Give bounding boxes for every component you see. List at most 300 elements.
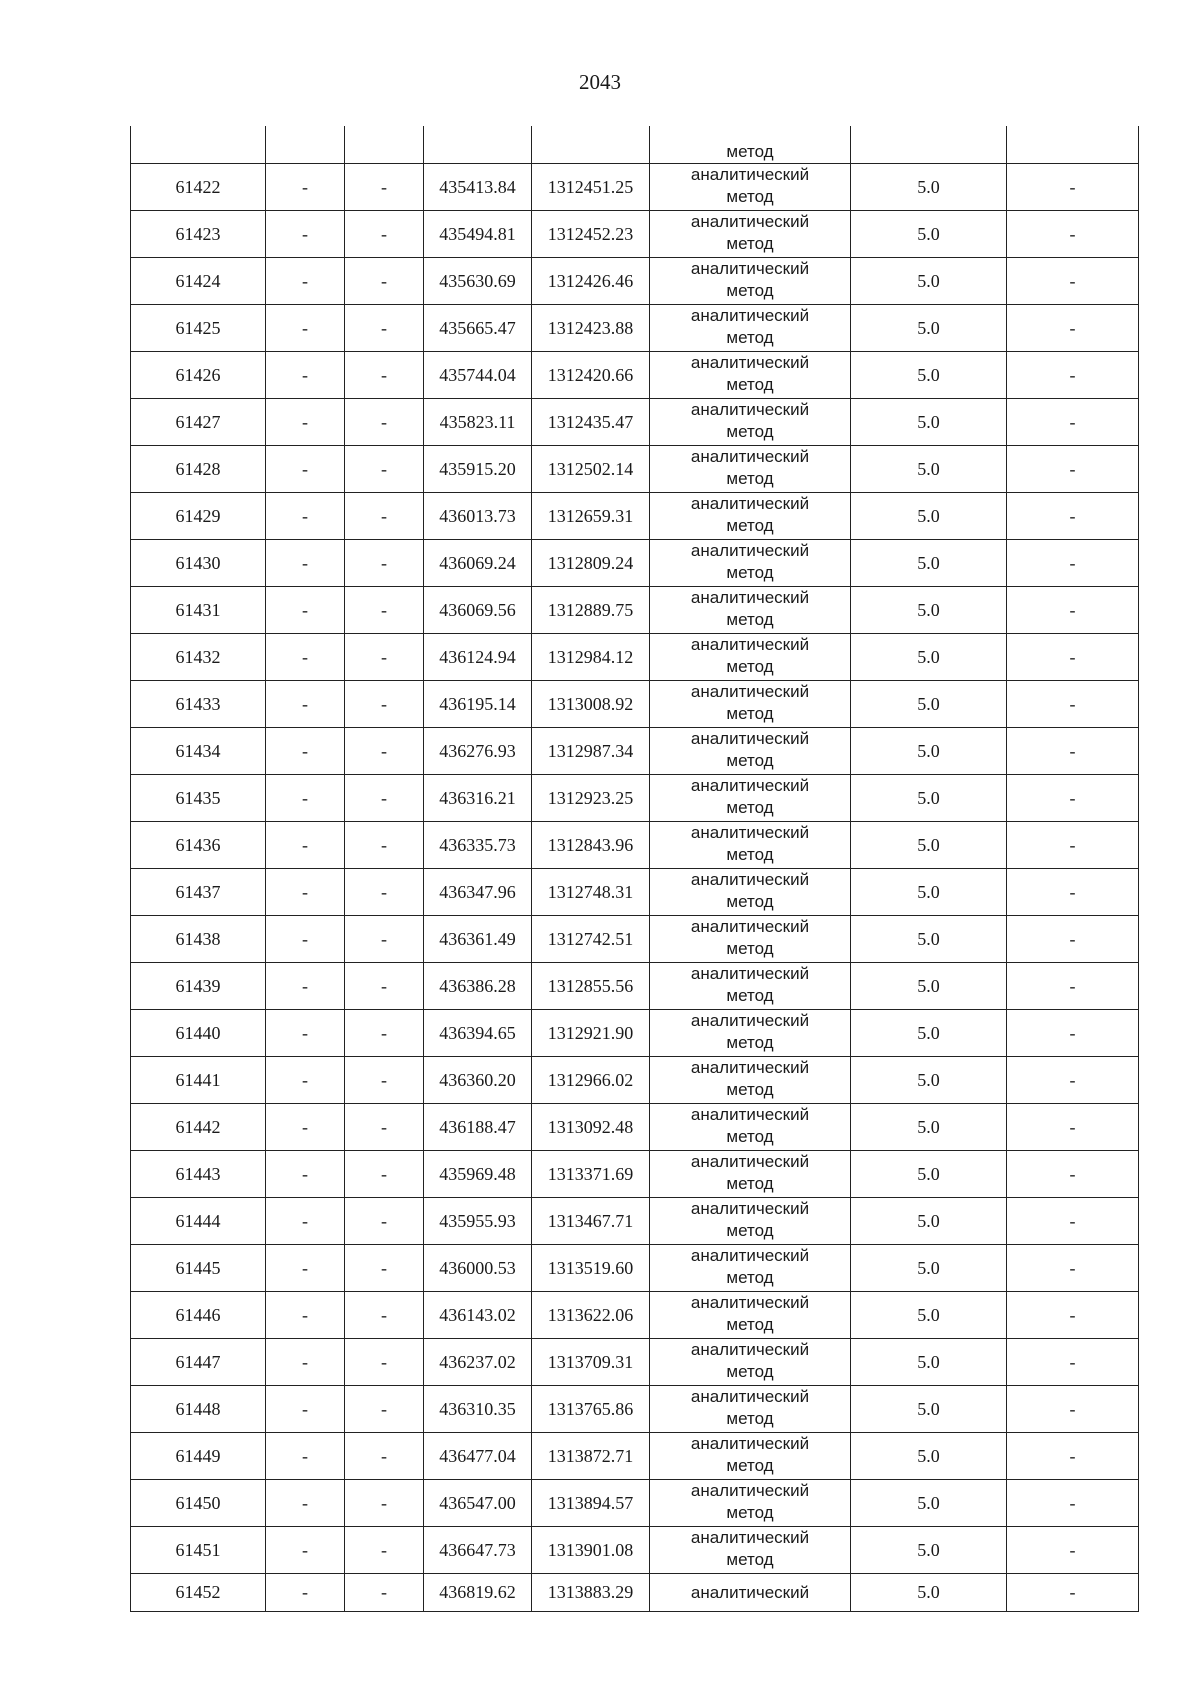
- cell-accuracy: 5.0: [851, 728, 1007, 775]
- cell-x: 436124.94: [424, 634, 532, 681]
- method-line: аналитический: [690, 1481, 810, 1500]
- method-line: метод: [726, 751, 774, 770]
- cell-c8: -: [1007, 399, 1139, 446]
- method-line: метод: [726, 1550, 774, 1569]
- method-line: метод: [726, 563, 774, 582]
- method-line: метод: [726, 281, 774, 300]
- cell-method: [650, 681, 851, 728]
- cell-c2: -: [266, 728, 345, 775]
- cell-method: [650, 1527, 851, 1574]
- cell-c2: -: [266, 775, 345, 822]
- cell-x: 435915.20: [424, 446, 532, 493]
- table-row: [131, 1527, 1139, 1574]
- cell-accuracy: 5.0: [851, 587, 1007, 634]
- table-row: [131, 728, 1139, 775]
- cell-accuracy: 5.0: [851, 1198, 1007, 1245]
- table-row: [131, 1480, 1139, 1527]
- cell-c3: -: [345, 258, 424, 305]
- table-row: [131, 869, 1139, 916]
- cell-c2: -: [266, 1057, 345, 1104]
- method-text: [691, 1339, 809, 1383]
- table-row: [131, 1339, 1139, 1386]
- cell-c8: -: [1007, 352, 1139, 399]
- method-line: аналитический: [690, 306, 810, 325]
- cell-c8: -: [1007, 1010, 1139, 1057]
- method-text: [691, 258, 809, 302]
- method-line: аналитический: [690, 1152, 810, 1171]
- cell-c8: [1007, 126, 1139, 164]
- cell-c3: -: [345, 1010, 424, 1057]
- method-line: метод: [726, 469, 774, 488]
- cell-c8: -: [1007, 775, 1139, 822]
- cell-id: 61429: [131, 493, 266, 540]
- cell-c8: -: [1007, 1057, 1139, 1104]
- cell-method: [650, 1292, 851, 1339]
- cell-accuracy: 5.0: [851, 446, 1007, 493]
- cell-method: [650, 587, 851, 634]
- cell-y: 1312987.34: [532, 728, 650, 775]
- cell-accuracy: 5.0: [851, 681, 1007, 728]
- table-row: [131, 775, 1139, 822]
- cell-c2: -: [266, 1386, 345, 1433]
- cell-c3: -: [345, 446, 424, 493]
- cell-id: 61443: [131, 1151, 266, 1198]
- cell-c3: -: [345, 540, 424, 587]
- method-text: [691, 352, 809, 396]
- method-line: аналитический: [690, 1199, 810, 1218]
- method-text: [691, 211, 809, 255]
- cell-y: 1313622.06: [532, 1292, 650, 1339]
- method-line: метод: [726, 1456, 774, 1475]
- method-line: аналитический: [690, 541, 810, 560]
- cell-accuracy: 5.0: [851, 258, 1007, 305]
- cell-accuracy: 5.0: [851, 164, 1007, 211]
- cell-x: 435823.11: [424, 399, 532, 446]
- cell-accuracy: 5.0: [851, 869, 1007, 916]
- cell-c3: -: [345, 822, 424, 869]
- method-line: аналитический: [690, 353, 810, 372]
- cell-c2: [266, 126, 345, 164]
- method-line: аналитический: [690, 165, 810, 184]
- cell-c8: -: [1007, 446, 1139, 493]
- method-line: аналитический: [690, 1293, 810, 1312]
- cell-c2: -: [266, 1433, 345, 1480]
- cell-x: 436386.28: [424, 963, 532, 1010]
- method-line: аналитический: [690, 1340, 810, 1359]
- cell-c2: -: [266, 869, 345, 916]
- cell-method: [650, 1245, 851, 1292]
- cell-c3: -: [345, 211, 424, 258]
- table-row: [131, 916, 1139, 963]
- method-line: метод: [726, 1268, 774, 1287]
- cell-accuracy: 5.0: [851, 1245, 1007, 1292]
- cell-c8: -: [1007, 211, 1139, 258]
- cell-c8: -: [1007, 1339, 1139, 1386]
- cell-id: 61451: [131, 1527, 266, 1574]
- method-text: [691, 1104, 809, 1148]
- method-line: метод: [726, 704, 774, 723]
- cell-y: 1312742.51: [532, 916, 650, 963]
- cell-y: 1312423.88: [532, 305, 650, 352]
- table-row: [131, 1010, 1139, 1057]
- table-row-continued: [131, 126, 1139, 164]
- method-line: аналитический: [690, 588, 810, 607]
- cell-x: 435630.69: [424, 258, 532, 305]
- cell-c8: -: [1007, 1386, 1139, 1433]
- cell-c3: -: [345, 681, 424, 728]
- method-line: метод: [726, 375, 774, 394]
- table-row: [131, 587, 1139, 634]
- table-row: [131, 493, 1139, 540]
- method-line: метод: [726, 798, 774, 817]
- cell-accuracy: 5.0: [851, 399, 1007, 446]
- cell-c8: -: [1007, 869, 1139, 916]
- cell-accuracy: 5.0: [851, 822, 1007, 869]
- method-line: метод: [726, 1033, 774, 1052]
- table-row: [131, 1151, 1139, 1198]
- cell-method: [650, 1151, 851, 1198]
- coordinates-table: [130, 126, 1139, 1612]
- cell-c2: -: [266, 681, 345, 728]
- page-number: 2043: [579, 70, 621, 94]
- cell-c8: -: [1007, 1527, 1139, 1574]
- cell-x: 435744.04: [424, 352, 532, 399]
- cell-accuracy: 5.0: [851, 305, 1007, 352]
- cell-c2: -: [266, 1151, 345, 1198]
- method-line: метод: [726, 187, 774, 206]
- cell-id: 61427: [131, 399, 266, 446]
- cell-c3: -: [345, 305, 424, 352]
- method-text: [691, 540, 809, 584]
- cell-y: 1312420.66: [532, 352, 650, 399]
- cell-c3: -: [345, 1433, 424, 1480]
- cell-id: 61436: [131, 822, 266, 869]
- cell-method: [650, 305, 851, 352]
- cell-c3: -: [345, 1245, 424, 1292]
- method-text: [691, 1245, 809, 1289]
- method-line: аналитический: [690, 259, 810, 278]
- cell-id: 61439: [131, 963, 266, 1010]
- cell-accuracy: 5.0: [851, 1151, 1007, 1198]
- table-row-last: [131, 1574, 1139, 1612]
- cell-accuracy: 5.0: [851, 634, 1007, 681]
- method-line: метод: [726, 657, 774, 676]
- cell-c8: -: [1007, 258, 1139, 305]
- cell-x: 436000.53: [424, 1245, 532, 1292]
- cell-c8: -: [1007, 1574, 1139, 1612]
- cell-c8: -: [1007, 1480, 1139, 1527]
- cell-method: [650, 1198, 851, 1245]
- cell-x: 436360.20: [424, 1057, 532, 1104]
- cell-accuracy: 5.0: [851, 211, 1007, 258]
- cell-x: 435413.84: [424, 164, 532, 211]
- cell-y: 1312843.96: [532, 822, 650, 869]
- method-line: аналитический: [690, 870, 810, 889]
- cell-c3: -: [345, 352, 424, 399]
- cell-id: 61431: [131, 587, 266, 634]
- cell-c3: -: [345, 775, 424, 822]
- cell-c3: -: [345, 493, 424, 540]
- cell-c8: -: [1007, 1198, 1139, 1245]
- cell-y: 1312921.90: [532, 1010, 650, 1057]
- cell-method: [650, 1386, 851, 1433]
- method-line: метод: [726, 1127, 774, 1146]
- method-line: метод: [726, 845, 774, 864]
- cell-c8: -: [1007, 540, 1139, 587]
- cell-method: [650, 963, 851, 1010]
- cell-accuracy: 5.0: [851, 1057, 1007, 1104]
- table-row: [131, 963, 1139, 1010]
- method-text: [691, 1433, 809, 1477]
- cell-accuracy: 5.0: [851, 1292, 1007, 1339]
- cell-c3: -: [345, 164, 424, 211]
- method-line: метод: [726, 234, 774, 253]
- cell-x: 436316.21: [424, 775, 532, 822]
- cell-c2: -: [266, 305, 345, 352]
- table-row: [131, 1057, 1139, 1104]
- cell-x: 436188.47: [424, 1104, 532, 1151]
- cell-x: 436276.93: [424, 728, 532, 775]
- cell-id: 61441: [131, 1057, 266, 1104]
- method-line: аналитический: [690, 1105, 810, 1124]
- method-text: [691, 634, 809, 678]
- cell-c2: -: [266, 1198, 345, 1245]
- cell-x: [424, 126, 532, 164]
- cell-y: 1313872.71: [532, 1433, 650, 1480]
- method-line: аналитический: [690, 776, 810, 795]
- cell-c8: -: [1007, 587, 1139, 634]
- method-text: [691, 493, 809, 537]
- cell-id: 61423: [131, 211, 266, 258]
- cell-x: 436335.73: [424, 822, 532, 869]
- method-line: аналитический: [690, 1246, 810, 1265]
- cell-id: 61448: [131, 1386, 266, 1433]
- method-line: аналитический: [690, 494, 810, 513]
- cell-y: 1312451.25: [532, 164, 650, 211]
- cell-y: 1313467.71: [532, 1198, 650, 1245]
- cell-c3: -: [345, 963, 424, 1010]
- cell-c8: -: [1007, 1245, 1139, 1292]
- table-row: [131, 1433, 1139, 1480]
- cell-accuracy: 5.0: [851, 1527, 1007, 1574]
- table-row: [131, 446, 1139, 493]
- cell-method: [650, 352, 851, 399]
- method-line: аналитический: [690, 1387, 810, 1406]
- cell-c2: -: [266, 587, 345, 634]
- cell-c3: -: [345, 1339, 424, 1386]
- cell-c2: -: [266, 1010, 345, 1057]
- cell-method: [650, 634, 851, 681]
- cell-y: 1312502.14: [532, 446, 650, 493]
- cell-c2: -: [266, 1339, 345, 1386]
- cell-x: 435494.81: [424, 211, 532, 258]
- cell-method: [650, 446, 851, 493]
- cell-c3: -: [345, 916, 424, 963]
- cell-c2: -: [266, 211, 345, 258]
- table-row: [131, 305, 1139, 352]
- cell-c3: -: [345, 869, 424, 916]
- cell-y: 1313894.57: [532, 1480, 650, 1527]
- cell-c2: -: [266, 1574, 345, 1612]
- cell-method: [650, 258, 851, 305]
- cell-method: [650, 1433, 851, 1480]
- cell-method: [650, 916, 851, 963]
- cell-x: 436647.73: [424, 1527, 532, 1574]
- method-text: [691, 399, 809, 443]
- method-line: аналитический: [690, 682, 810, 701]
- cell-accuracy: 5.0: [851, 1574, 1007, 1612]
- table-row: [131, 822, 1139, 869]
- cell-c3: -: [345, 634, 424, 681]
- cell-y: 1313883.29: [532, 1574, 650, 1612]
- cell-accuracy: 5.0: [851, 1433, 1007, 1480]
- cell-id: 61444: [131, 1198, 266, 1245]
- cell-y: 1312659.31: [532, 493, 650, 540]
- cell-y: 1313765.86: [532, 1386, 650, 1433]
- method-line: аналитический: [690, 447, 810, 466]
- method-line: аналитический: [690, 1058, 810, 1077]
- cell-c8: -: [1007, 1104, 1139, 1151]
- cell-c3: -: [345, 399, 424, 446]
- cell-c3: -: [345, 1292, 424, 1339]
- cell-method: [650, 775, 851, 822]
- method-text: [691, 1527, 809, 1571]
- cell-y: 1312452.23: [532, 211, 650, 258]
- cell-id: 61449: [131, 1433, 266, 1480]
- cell-accuracy: 5.0: [851, 493, 1007, 540]
- method-line: метод: [726, 610, 774, 629]
- cell-y: 1313371.69: [532, 1151, 650, 1198]
- cell-id: 61452: [131, 1574, 266, 1612]
- cell-accuracy: 5.0: [851, 1010, 1007, 1057]
- cell-x: 436013.73: [424, 493, 532, 540]
- cell-id: 61426: [131, 352, 266, 399]
- cell-method: [650, 164, 851, 211]
- cell-method: [650, 540, 851, 587]
- cell-y: 1313092.48: [532, 1104, 650, 1151]
- cell-method: [650, 126, 851, 164]
- cell-c8: -: [1007, 916, 1139, 963]
- cell-id: 61446: [131, 1292, 266, 1339]
- cell-c3: -: [345, 1527, 424, 1574]
- method-text: метод: [726, 142, 774, 161]
- cell-c3: -: [345, 1480, 424, 1527]
- cell-x: 436547.00: [424, 1480, 532, 1527]
- cell-c2: -: [266, 399, 345, 446]
- cell-method: [650, 493, 851, 540]
- cell-y: 1312923.25: [532, 775, 650, 822]
- cell-c8: -: [1007, 493, 1139, 540]
- cell-y: 1312889.75: [532, 587, 650, 634]
- method-line: аналитический: [690, 964, 810, 983]
- method-text: [691, 869, 809, 913]
- cell-c8: -: [1007, 963, 1139, 1010]
- cell-x: 436069.56: [424, 587, 532, 634]
- method-text: аналитический: [690, 1582, 810, 1602]
- cell-x: 435969.48: [424, 1151, 532, 1198]
- cell-c3: -: [345, 587, 424, 634]
- cell-x: 436143.02: [424, 1292, 532, 1339]
- cell-id: 61445: [131, 1245, 266, 1292]
- method-text: [691, 1057, 809, 1101]
- cell-c3: -: [345, 1574, 424, 1612]
- cell-c2: -: [266, 822, 345, 869]
- cell-accuracy: 5.0: [851, 916, 1007, 963]
- cell-id: 61435: [131, 775, 266, 822]
- method-line: метод: [726, 892, 774, 911]
- method-text: [691, 775, 809, 819]
- cell-method: [650, 1057, 851, 1104]
- method-text: [691, 1386, 809, 1430]
- cell-c2: -: [266, 634, 345, 681]
- cell-c2: -: [266, 1292, 345, 1339]
- cell-id: 61442: [131, 1104, 266, 1151]
- method-text: [691, 1198, 809, 1242]
- cell-c8: -: [1007, 634, 1139, 681]
- cell-id: 61430: [131, 540, 266, 587]
- method-text: [691, 305, 809, 349]
- method-text: [691, 587, 809, 631]
- method-text: [691, 916, 809, 960]
- table-body: [131, 126, 1139, 1612]
- method-line: метод: [726, 422, 774, 441]
- cell-y: 1313709.31: [532, 1339, 650, 1386]
- method-line: аналитический: [690, 729, 810, 748]
- cell-id: 61433: [131, 681, 266, 728]
- cell-method: [650, 1574, 851, 1612]
- cell-id: 61450: [131, 1480, 266, 1527]
- cell-y: 1312435.47: [532, 399, 650, 446]
- cell-id: 61438: [131, 916, 266, 963]
- table-row: [131, 164, 1139, 211]
- cell-id: 61447: [131, 1339, 266, 1386]
- cell-c2: -: [266, 1104, 345, 1151]
- cell-accuracy: 5.0: [851, 352, 1007, 399]
- method-line: аналитический: [690, 212, 810, 231]
- cell-id: 61425: [131, 305, 266, 352]
- method-text: [691, 1292, 809, 1336]
- cell-c8: -: [1007, 681, 1139, 728]
- cell-x: 436394.65: [424, 1010, 532, 1057]
- method-line: аналитический: [690, 823, 810, 842]
- table-row: [131, 211, 1139, 258]
- cell-c3: -: [345, 1104, 424, 1151]
- method-line: метод: [726, 1221, 774, 1240]
- cell-x: 436310.35: [424, 1386, 532, 1433]
- cell-accuracy: 5.0: [851, 1104, 1007, 1151]
- cell-x: 436477.04: [424, 1433, 532, 1480]
- method-line: метод: [726, 1174, 774, 1193]
- cell-c2: -: [266, 540, 345, 587]
- table-row: [131, 1386, 1139, 1433]
- cell-c2: -: [266, 963, 345, 1010]
- cell-method: [650, 822, 851, 869]
- cell-id: [131, 126, 266, 164]
- method-line: метод: [726, 1503, 774, 1522]
- cell-method: [650, 399, 851, 446]
- cell-x: 436195.14: [424, 681, 532, 728]
- cell-c3: [345, 126, 424, 164]
- method-text: [691, 681, 809, 725]
- cell-c2: -: [266, 493, 345, 540]
- cell-method: [650, 1104, 851, 1151]
- method-line: метод: [726, 1409, 774, 1428]
- method-line: аналитический: [690, 917, 810, 936]
- cell-x: 435665.47: [424, 305, 532, 352]
- method-line: аналитический: [690, 400, 810, 419]
- table-row: [131, 1104, 1139, 1151]
- cell-c8: -: [1007, 1151, 1139, 1198]
